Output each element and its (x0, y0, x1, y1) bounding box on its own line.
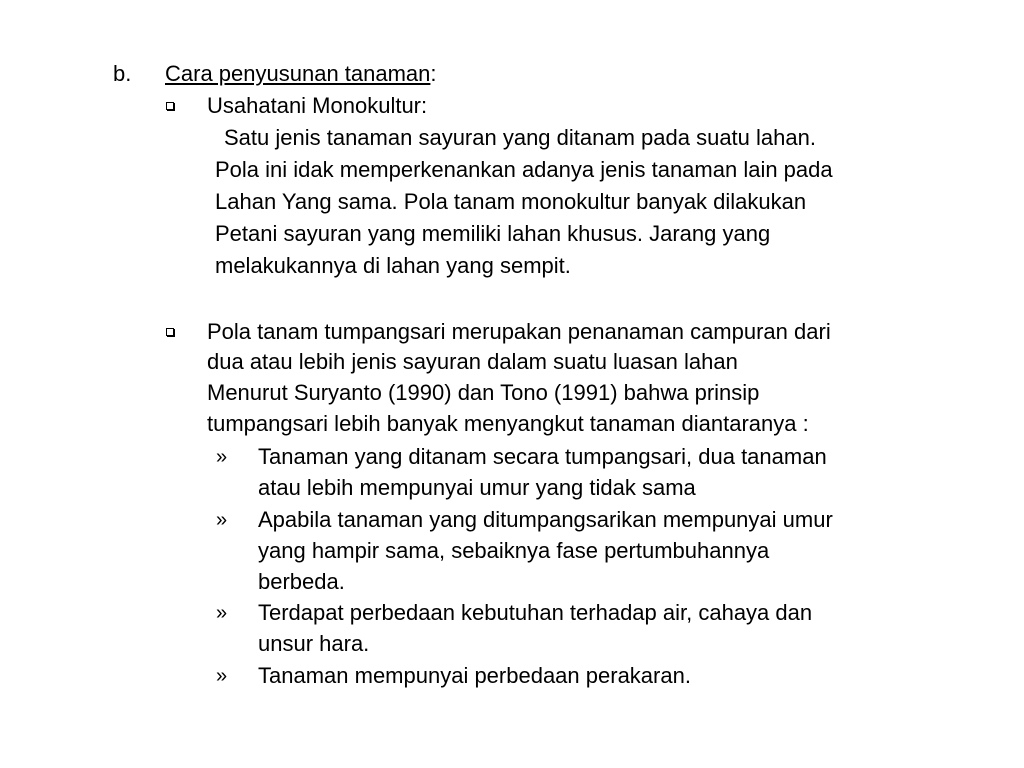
item-line: tumpangsari lebih banyak menyangkut tanaman diantaranya : (207, 411, 809, 436)
subitem-line: Terdapat perbedaan kebutuhan terhadap air, cahaya dan (258, 600, 813, 625)
item-line: Petani sayuran yang memiliki lahan khusus. Jarang yang (215, 221, 771, 246)
item-line: Lahan Yang sama. Pola tanam monokultur banyak dilakukan (215, 189, 807, 214)
subitem-line: berbeda. (258, 569, 345, 594)
section-marker: b. (113, 61, 132, 86)
raquo-bullet-icon: » (216, 602, 228, 624)
item-line: Menurut Suryanto (1990) dan Tono (1991) bahwa prinsip (207, 380, 760, 405)
section-heading (165, 58, 437, 90)
subitem-line: Tanaman mempunyai perbedaan perakaran. (258, 663, 691, 688)
square-bullet-icon (166, 328, 174, 336)
item-line: Pola ini idak memperkenankan adanya jenis tanaman lain pada (215, 157, 833, 182)
subitem-line: atau lebih mempunyai umur yang tidak sama (258, 475, 696, 500)
section-heading-text: Cara penyusunan tanaman (165, 61, 431, 86)
section-heading-suffix: : (430, 61, 437, 86)
subitem-line: yang hampir sama, sebaiknya fase pertumbuhannya (258, 538, 770, 563)
subitem-line: Tanaman yang ditanam secara tumpangsari, dua tanaman (258, 444, 827, 469)
square-bullet-icon (166, 102, 174, 110)
item-line: Pola tanam tumpangsari merupakan penanaman campuran dari (207, 319, 831, 344)
raquo-bullet-icon: » (216, 665, 228, 687)
raquo-bullet-icon: » (216, 509, 228, 531)
item-line: Satu jenis tanaman sayuran yang ditanam pada suatu lahan. (224, 125, 816, 150)
raquo-bullet-icon: » (216, 446, 228, 468)
item-title-monokultur: Usahatani Monokultur: (207, 93, 428, 118)
subitem-line: Apabila tanaman yang ditumpangsarikan mempunyai umur (258, 507, 833, 532)
subitem-line: unsur hara. (258, 631, 370, 656)
item-line: melakukannya di lahan yang sempit. (215, 253, 571, 278)
item-line: dua atau lebih jenis sayuran dalam suatu luasan lahan (207, 349, 738, 374)
